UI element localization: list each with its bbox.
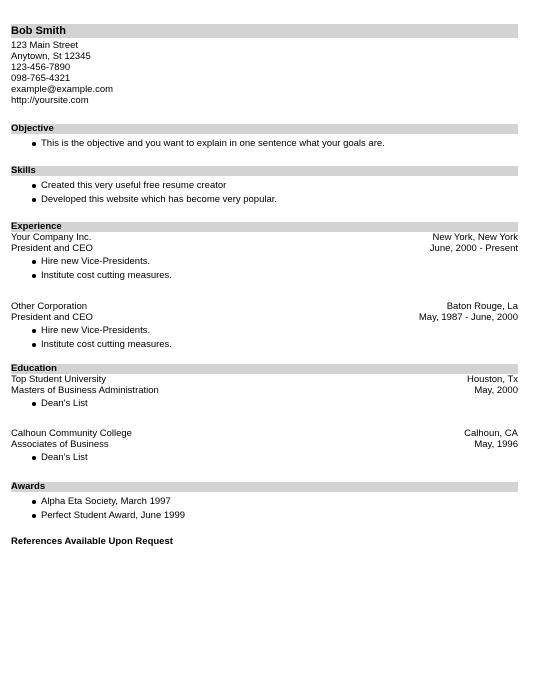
school-header-row bbox=[11, 374, 518, 385]
award-item: Alpha Eta Society, March 1997 bbox=[11, 495, 518, 509]
skills-list bbox=[11, 179, 518, 207]
school-honors-list bbox=[11, 451, 518, 465]
school-name: Top Student University bbox=[11, 374, 107, 385]
skills-item: Created this very useful free resume creator bbox=[11, 179, 518, 193]
school-entry bbox=[11, 374, 518, 411]
job-title-row bbox=[11, 312, 518, 323]
school-honor-item: Dean's List bbox=[11, 397, 518, 411]
objective-item: This is the objective and you want to explain in one sentence what your goals are. bbox=[11, 137, 518, 151]
job-location: New York, New York bbox=[432, 232, 518, 243]
education-heading: Education bbox=[11, 364, 518, 374]
job-title-row bbox=[11, 243, 518, 254]
job-title: President and CEO bbox=[11, 312, 93, 323]
objective-list bbox=[11, 137, 518, 151]
contact-street: 123 Main Street bbox=[11, 40, 79, 51]
contact-block bbox=[11, 40, 518, 106]
skills-heading: Skills bbox=[11, 166, 518, 176]
references-note: References Available Upon Request bbox=[11, 536, 173, 547]
award-item: Perfect Student Award, June 1999 bbox=[11, 509, 518, 523]
awards-heading: Awards bbox=[11, 482, 518, 492]
job-entry bbox=[11, 301, 518, 352]
school-degree: Masters of Business Administration bbox=[11, 385, 159, 396]
school-header-row bbox=[11, 428, 518, 439]
school-honor-item: Dean's List bbox=[11, 451, 518, 465]
job-duty-item: Hire new Vice-Presidents. bbox=[11, 255, 518, 269]
school-entry bbox=[11, 428, 518, 465]
name-heading: Bob Smith bbox=[11, 24, 518, 38]
contact-phone-2: 098-765-4321 bbox=[11, 73, 71, 84]
job-duty-item: Institute cost cutting measures. bbox=[11, 338, 518, 352]
job-duties-list bbox=[11, 255, 518, 283]
job-duty-item: Institute cost cutting measures. bbox=[11, 269, 518, 283]
contact-city: Anytown, St 12345 bbox=[11, 51, 91, 62]
school-degree-row bbox=[11, 385, 518, 396]
job-dates: May, 1987 - June, 2000 bbox=[418, 312, 518, 323]
school-date: May, 1996 bbox=[474, 439, 518, 450]
school-degree-row bbox=[11, 439, 518, 450]
school-location: Houston, Tx bbox=[466, 374, 518, 385]
resume-page bbox=[11, 24, 518, 547]
job-header-row bbox=[11, 301, 518, 312]
school-honors-list bbox=[11, 397, 518, 411]
job-duty-item: Hire new Vice-Presidents. bbox=[11, 324, 518, 338]
experience-heading: Experience bbox=[11, 222, 518, 232]
contact-email: example@example.com bbox=[11, 84, 114, 95]
job-location: Baton Rouge, La bbox=[446, 301, 518, 312]
school-location: Calhoun, CA bbox=[464, 428, 518, 439]
school-date: May, 2000 bbox=[474, 385, 518, 396]
school-name: Calhoun Community College bbox=[11, 428, 132, 439]
job-duties-list bbox=[11, 324, 518, 352]
job-entry bbox=[11, 232, 518, 283]
school-degree: Associates of Business bbox=[11, 439, 109, 450]
awards-list bbox=[11, 495, 518, 523]
job-title: President and CEO bbox=[11, 243, 93, 254]
skills-item: Developed this website which has become very popular. bbox=[11, 193, 518, 207]
job-dates: June, 2000 - Present bbox=[429, 243, 518, 254]
objective-heading: Objective bbox=[11, 124, 518, 134]
contact-phone-1: 123-456-7890 bbox=[11, 62, 71, 73]
job-company: Your Company Inc. bbox=[11, 232, 92, 243]
job-company: Other Corporation bbox=[11, 301, 88, 312]
contact-website: http://yoursite.com bbox=[11, 95, 89, 106]
job-header-row bbox=[11, 232, 518, 243]
